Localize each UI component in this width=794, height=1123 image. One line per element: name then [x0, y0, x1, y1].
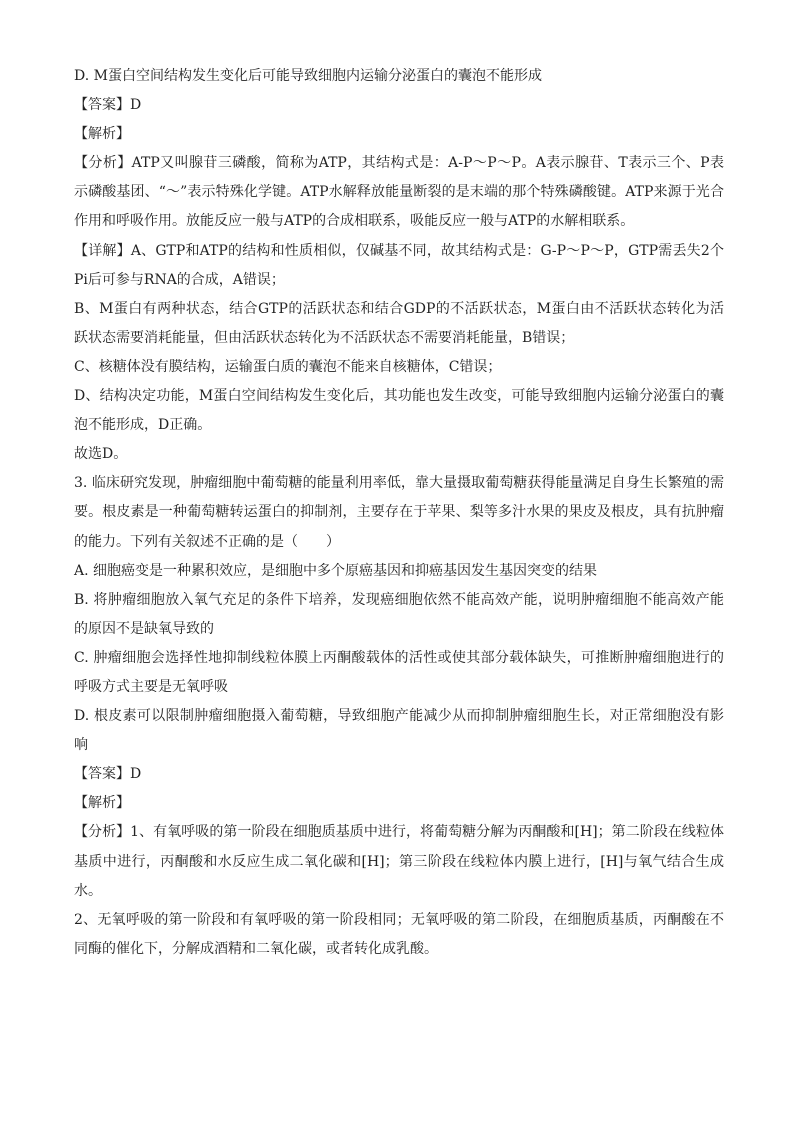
- text-line: B、M蛋白有两种状态，结合GTP的活跃状态和结合GDP的不活跃状态，M蛋白由不活跃状态转化为活: [74, 300, 724, 317]
- text-line: 2、无氧呼吸的第一阶段和有氧呼吸的第一阶段相同；无氧呼吸的第二阶段，在细胞质基质，丙酮酸在不: [74, 911, 724, 928]
- text-line: B. 将肿瘤细胞放入氧气充足的条件下培养，发现癌细胞依然不能高效产能，说明肿瘤细胞不能高效产能: [74, 591, 724, 608]
- text-line: 基质中进行，丙酮酸和水反应生成二氧化碳和[H]；第三阶段在线粒体内膜上进行，[H]与氧气结合生成: [74, 853, 724, 870]
- text-line: Pi后可参与RNA的合成，A错误；: [74, 271, 285, 288]
- text-line: 的能力。下列有关叙述不正确的是（ ）: [74, 533, 340, 550]
- text-line: 同酶的催化下，分解成酒精和二氧化碳，或者转化成乳酸。: [74, 940, 438, 957]
- text-line: 要。根皮素是一种葡萄糖转运蛋白的抑制剂，主要存在于苹果、梨等多汁水果的果皮及根皮，具有抗肿瘤: [74, 504, 724, 521]
- text-line: A. 细胞癌变是一种累积效应，是细胞中多个原癌基因和抑癌基因发生基因突变的结果: [74, 562, 598, 579]
- document-page: [74, 62, 724, 964]
- text-line: C、核糖体没有膜结构，运输蛋白质的囊泡不能来自核糖体，C错误；: [74, 358, 502, 375]
- text-line: 【分析】1、有氧呼吸的第一阶段在细胞质基质中进行，将葡萄糖分解为丙酮酸和[H]；第二阶段在线粒体: [74, 824, 724, 841]
- text-line: 水。: [74, 882, 102, 899]
- text-line: D. M蛋白空间结构发生变化后可能导致细胞内运输分泌蛋白的囊泡不能形成: [74, 68, 542, 84]
- text-line: D、结构决定功能，M蛋白空间结构发生变化后，其功能也发生改变，可能导致细胞内运输分泌蛋白的囊: [74, 388, 724, 405]
- text-line: 【分析】ATP又叫腺苷三磷酸，简称为ATP，其结构式是：A-P～P～P。A表示腺苷、T表示三个、P表: [74, 155, 724, 172]
- text-line: 【详解】A、GTP和ATP的结构和性质相似，仅碱基不同，故其结构式是：G-P～P～P，GTP需丢失2个: [74, 242, 724, 259]
- text-line: 【解析】: [74, 795, 130, 812]
- text-line: 泡不能形成，D正确。: [74, 417, 212, 434]
- text-line: C. 肿瘤细胞会选择性地抑制线粒体膜上丙酮酸载体的活性或使其部分载体缺失，可推断肿瘤细胞进行的: [74, 649, 724, 666]
- text-line: 作用和呼吸作用。放能反应一般与ATP的合成相联系，吸能反应一般与ATP的水解相联系。: [74, 213, 635, 230]
- text-line: 的原因不是缺氧导致的: [74, 620, 214, 637]
- text-line: 3. 临床研究发现，肿瘤细胞中葡萄糖的能量利用率低，靠大量摄取葡萄糖获得能量满足自身生长繁殖的需: [74, 475, 724, 492]
- text-line: 【答案】D: [74, 97, 142, 114]
- text-line: 呼吸方式主要是无氧呼吸: [74, 678, 228, 695]
- text-line: 【答案】D: [74, 766, 142, 783]
- text-line: 故选D。: [74, 446, 128, 463]
- text-line: 示磷酸基团、“～”表示特殊化学键。ATP水解释放能量断裂的是末端的那个特殊磷酸键。ATP来源于光合: [74, 184, 724, 201]
- text-line: 【解析】: [74, 126, 130, 143]
- text-line: D. 根皮素可以限制肿瘤细胞摄入葡萄糖，导致细胞产能减少从而抑制肿瘤细胞生长，对正常细胞没有影: [74, 708, 724, 725]
- text-line: 响: [74, 737, 88, 754]
- text-line: 跃状态需要消耗能量，但由活跃状态转化为不活跃状态不需要消耗能量，B错误；: [74, 329, 575, 346]
